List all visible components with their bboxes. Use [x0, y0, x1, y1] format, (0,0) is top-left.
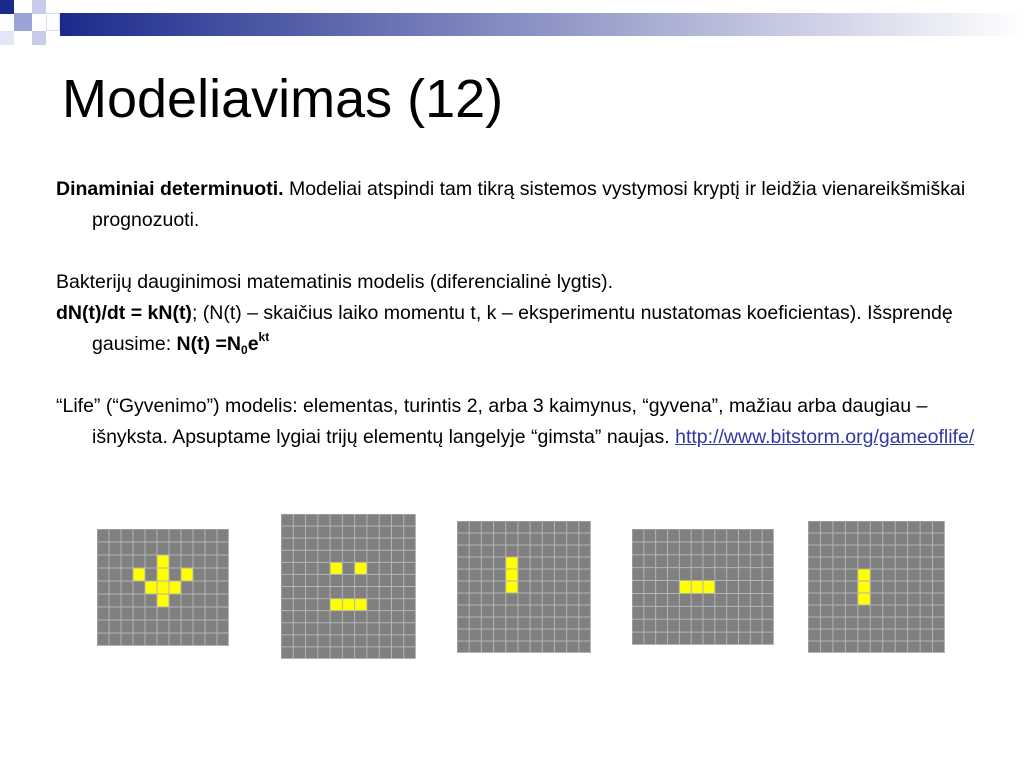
- slide-title: Modeliavimas (12): [62, 69, 504, 129]
- life-grid-canvas: [457, 521, 591, 653]
- header-square-1: [0, 0, 14, 14]
- live-cell: [157, 581, 169, 594]
- life-grid-3: [457, 521, 591, 653]
- live-cell: [157, 555, 169, 568]
- life-grid-canvas: [97, 529, 229, 646]
- live-cell: [181, 568, 193, 581]
- life-grid-2: [281, 514, 416, 659]
- header-square-2: [14, 13, 32, 31]
- live-cell: [506, 569, 518, 581]
- live-cell: [133, 568, 145, 581]
- live-cell: [679, 581, 691, 594]
- paragraph-life-model: [56, 391, 986, 453]
- header-square-6: [0, 31, 14, 45]
- paragraph-1-text: Modeliai atspindi tam tikrą sistemos vystymosi kryptį ir leidžia vienareikšmiškai prognozuoti.: [92, 178, 966, 231]
- life-grid-canvas: [632, 529, 774, 645]
- header-gradient-bar: [60, 13, 1024, 36]
- paragraph-bacteria: Bakterijų dauginimosi matematinis modelis (diferencialinė lygtis).: [56, 271, 614, 293]
- live-cell: [355, 562, 367, 574]
- header-square-4: [32, 31, 46, 45]
- paragraph-equation: [56, 298, 986, 360]
- live-cell: [355, 599, 367, 611]
- slide-content: [56, 174, 986, 453]
- gameoflife-link[interactable]: http://www.bitstorm.org/gameoflife/: [675, 426, 975, 448]
- equation-bold: dN(t)/dt = kN(t): [56, 302, 192, 324]
- life-model-text: “Life” (“Gyvenimo”) modelis: elementas, turintis 2, arba 3 kaimynus, “gyvena”, mažiau arba daugiau – išnyksta. Apsuptame lygiai trijų elementų langelyje “gimsta” naujas.: [56, 395, 928, 448]
- life-grid-canvas: [281, 514, 416, 659]
- formula-main: N(t) =N: [176, 333, 241, 355]
- live-cell: [330, 562, 342, 574]
- life-grid-1: [97, 529, 229, 646]
- paragraph-dynamic-models: [56, 174, 986, 236]
- paragraph-1-bold: Dinaminiai determinuoti.: [56, 178, 284, 200]
- live-cell: [858, 593, 870, 605]
- live-cell: [506, 557, 518, 569]
- live-cell: [858, 569, 870, 581]
- life-grid-canvas: [808, 521, 945, 653]
- header-square-5: [46, 13, 60, 31]
- live-cell: [157, 594, 169, 607]
- live-cell: [858, 581, 870, 593]
- life-grid-4: [632, 529, 774, 645]
- life-grid-5: [808, 521, 945, 653]
- live-cell: [145, 581, 157, 594]
- equation-text: ; (N(t) – skaičius laiko momentu t, k – eksperimentu nustatomas koeficientas). Išsprendę gausime:: [92, 302, 953, 355]
- formula-e: e: [247, 333, 259, 355]
- live-cell: [691, 581, 703, 594]
- live-cell: [703, 581, 715, 594]
- live-cell: [157, 568, 169, 581]
- header-square-3: [32, 0, 46, 14]
- live-cell: [506, 581, 518, 593]
- header-decoration: [0, 0, 1024, 48]
- live-cell: [330, 599, 342, 611]
- formula-subscript: 0: [241, 343, 248, 357]
- live-cell: [342, 599, 354, 611]
- formula-superscript: kt: [258, 330, 270, 344]
- live-cell: [169, 581, 181, 594]
